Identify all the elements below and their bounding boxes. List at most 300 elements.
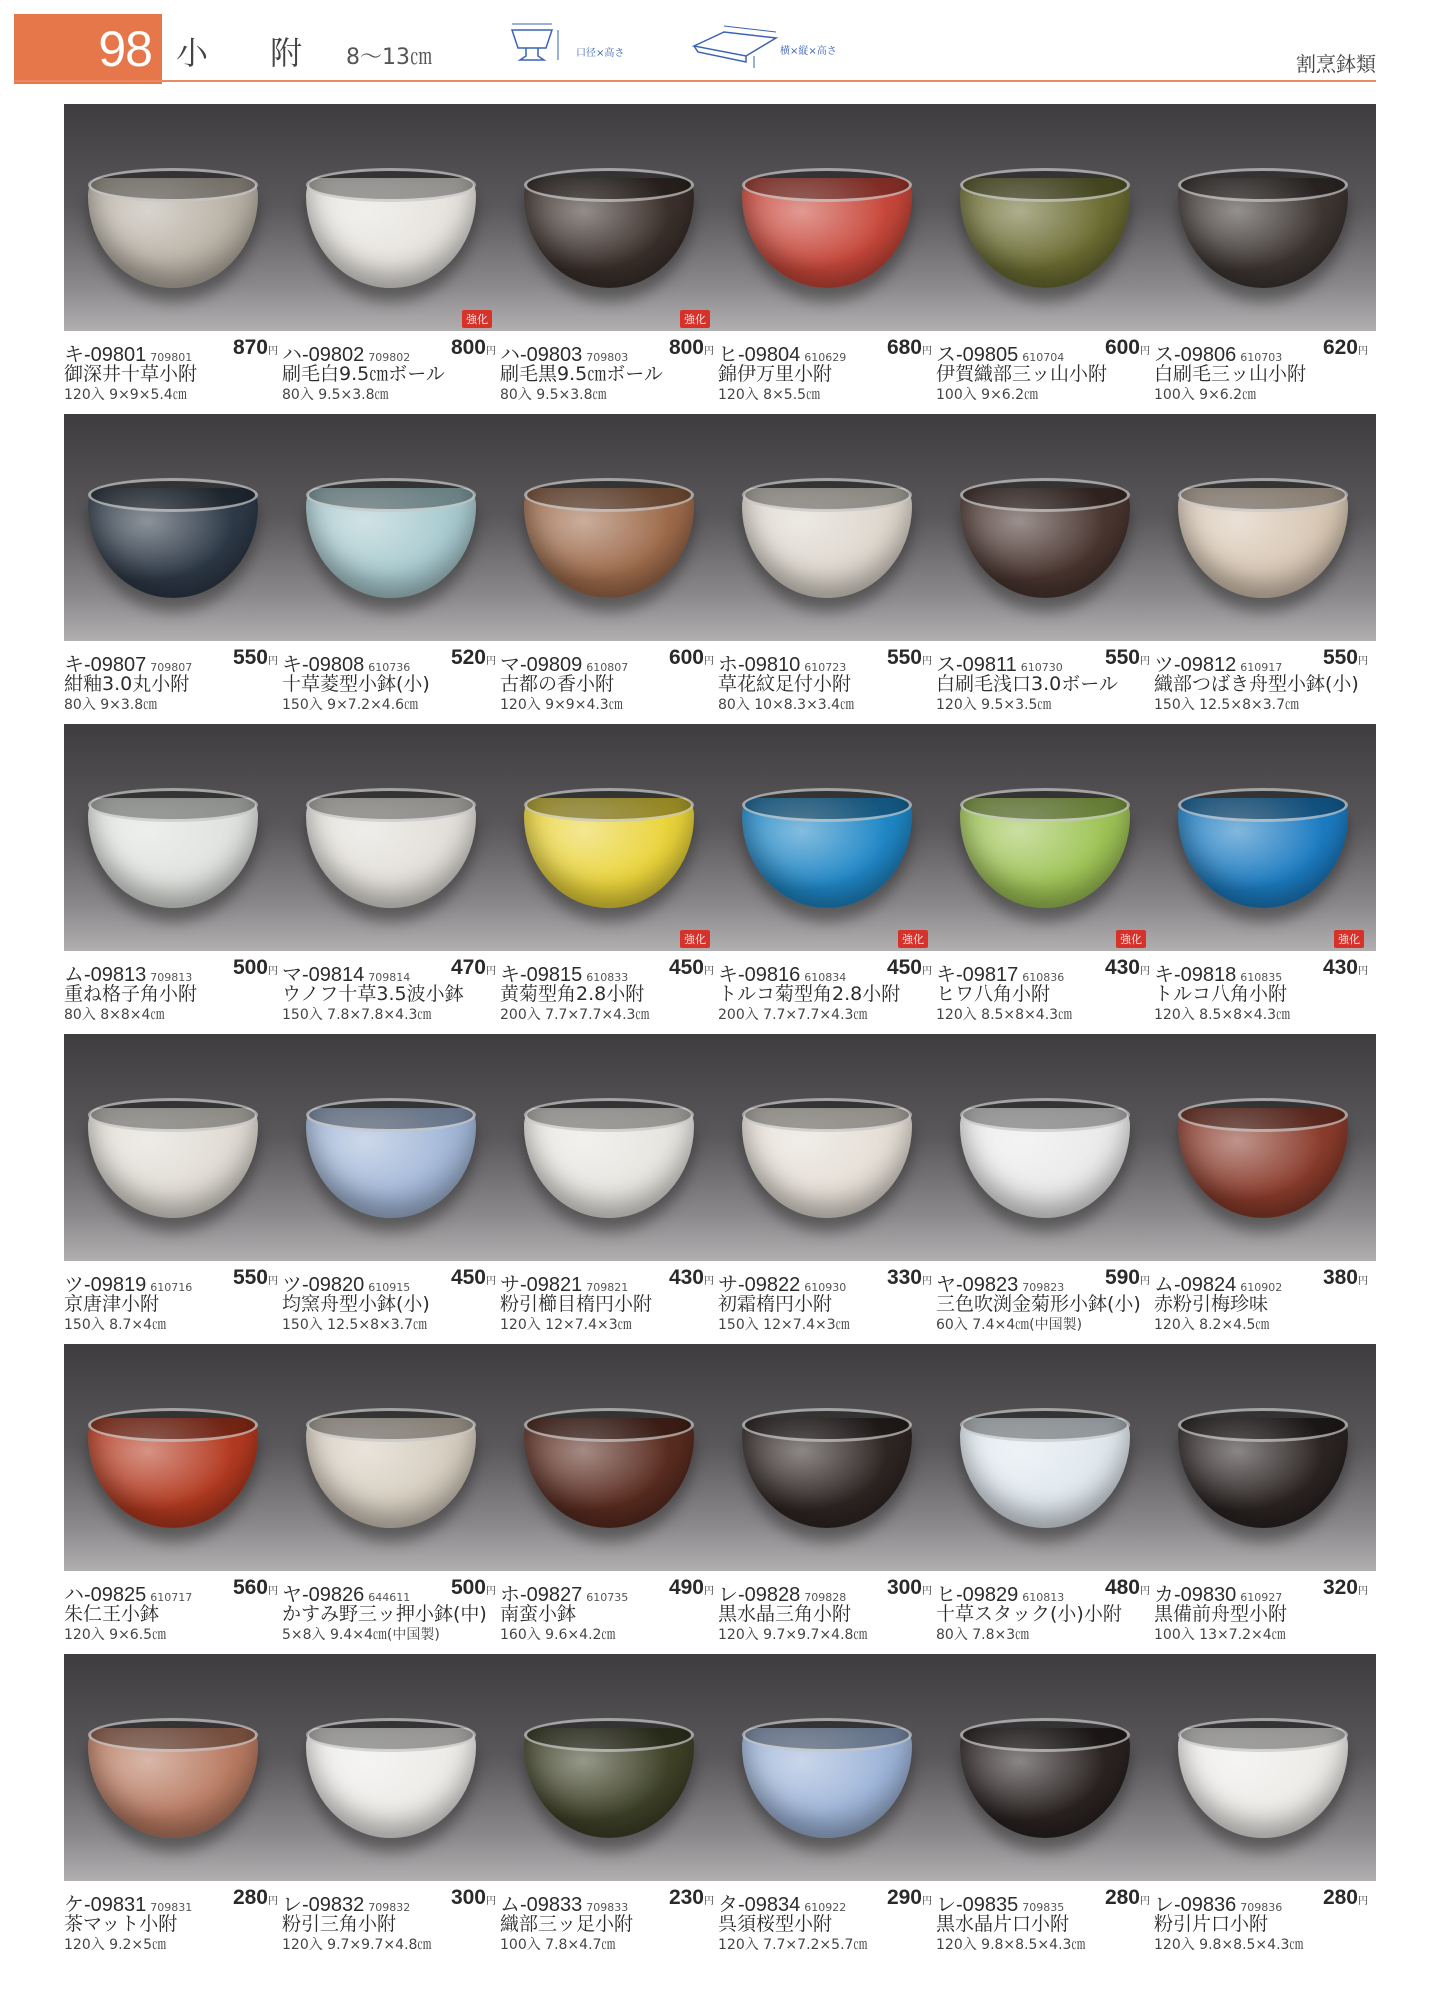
product-spec: 150入 7.8×7.8×4.3㎝: [282, 1007, 432, 1023]
product-code: レ-09835: [936, 1894, 1019, 1916]
product-code-line: [718, 336, 936, 366]
product-image-rim: [1178, 168, 1348, 202]
product-subcode: 709807: [150, 661, 193, 674]
product-spec: 150入 12.5×8×3.7㎝: [282, 1317, 427, 1333]
product-card[interactable]: [1154, 1654, 1372, 1954]
product-spec: 100入 13×7.2×4㎝: [1154, 1627, 1286, 1643]
product-spec: 100入 7.8×4.7㎝: [500, 1937, 616, 1953]
product-price: [233, 336, 278, 360]
price-unit: 円: [922, 346, 932, 357]
product-info: [936, 1888, 1154, 1954]
product-image-rim: [88, 1718, 258, 1752]
product-price: [233, 1266, 278, 1290]
price-unit: 円: [922, 1896, 932, 1907]
product-code: ム-09833: [500, 1894, 583, 1916]
product-info: [282, 1888, 500, 1954]
product-image-rim: [1178, 788, 1348, 822]
price-unit: 円: [704, 346, 714, 357]
price-unit: 円: [1358, 346, 1368, 357]
product-name: 呉須桜型小附: [718, 1913, 833, 1935]
price-value: 430: [668, 1266, 704, 1289]
product-spec: 120入 9.5×3.5㎝: [936, 697, 1052, 713]
product-price: [1105, 336, 1150, 360]
product-price: [233, 646, 278, 670]
product-info: [718, 338, 936, 404]
product-spec: 120入 9.2×5㎝: [64, 1937, 167, 1953]
product-spec: 5×8入 9.4×4㎝(中国製): [282, 1627, 440, 1643]
product-price: [1105, 646, 1150, 670]
product-price: [1323, 1576, 1368, 1600]
product-card[interactable]: [1154, 414, 1372, 714]
product-card[interactable]: [282, 414, 500, 714]
product-price: [669, 1886, 714, 1910]
product-spec: 100入 9×6.2㎝: [1154, 387, 1257, 403]
product-card[interactable]: [1154, 724, 1372, 1024]
product-card[interactable]: [64, 724, 282, 1024]
price-unit: 円: [1140, 1276, 1150, 1287]
product-name: 御深井十草小附: [64, 363, 198, 385]
product-card[interactable]: [1154, 104, 1372, 404]
product-image-rim: [306, 1408, 476, 1442]
category-label: 割烹鉢類: [1296, 52, 1376, 76]
page-title: 小 附: [176, 34, 329, 72]
product-name: 伊賀織部三ッ山小附: [936, 363, 1108, 385]
product-code-line: [282, 1266, 500, 1296]
product-card[interactable]: [500, 414, 718, 714]
product-card[interactable]: [282, 1654, 500, 1954]
product-code-line: [64, 646, 282, 676]
product-image-rim: [742, 478, 912, 512]
price-unit: 円: [1140, 656, 1150, 667]
price-unit: 円: [268, 1276, 278, 1287]
product-price: [1323, 336, 1368, 360]
price-unit: 円: [704, 966, 714, 977]
product-spec: 120入 9.7×9.7×4.8㎝: [282, 1937, 432, 1953]
product-info: [718, 648, 936, 714]
product-price: [1323, 956, 1368, 980]
product-subcode: 610736: [368, 661, 411, 674]
product-code-line: [936, 646, 1154, 676]
product-spec: 120入 9×9×5.4㎝: [64, 387, 187, 403]
price-value: 280: [232, 1886, 268, 1909]
product-name: 草花紋足付小附: [718, 673, 852, 695]
product-code: ツ-09820: [282, 1274, 365, 1296]
product-code-line: [718, 1266, 936, 1296]
product-name: 刷毛白9.5㎝ボール: [282, 363, 445, 385]
strength-badge: 強化: [680, 310, 710, 328]
product-code-line: [1154, 1266, 1372, 1296]
price-unit: 円: [486, 346, 496, 357]
product-image-rim: [524, 1098, 694, 1132]
product-code: ホ-09810: [718, 654, 801, 676]
product-price: [669, 646, 714, 670]
price-unit: 円: [268, 346, 278, 357]
product-code: ス-09805: [936, 344, 1019, 366]
product-image-rim: [1178, 1408, 1348, 1442]
product-card[interactable]: [936, 1034, 1154, 1334]
product-code-line: [282, 956, 500, 986]
product-price: [669, 956, 714, 980]
product-spec: 80入 9×3.8㎝: [64, 697, 158, 713]
product-info: [718, 1268, 936, 1334]
product-subcode: 610704: [1022, 351, 1065, 364]
product-code: カ-09830: [1154, 1584, 1237, 1606]
product-card[interactable]: [936, 414, 1154, 714]
price-value: 300: [886, 1576, 922, 1599]
product-spec: 60入 7.4×4㎝(中国製): [936, 1317, 1083, 1333]
product-code: キ-09817: [936, 964, 1019, 986]
product-card[interactable]: [1154, 1034, 1372, 1334]
product-code: キ-09808: [282, 654, 365, 676]
product-image-rim: [306, 478, 476, 512]
product-spec: 100入 9×6.2㎝: [936, 387, 1039, 403]
product-info: [936, 648, 1154, 714]
product-code: キ-09801: [64, 344, 147, 366]
price-unit: 円: [486, 1276, 496, 1287]
product-code-line: [64, 956, 282, 986]
product-info: [500, 1888, 718, 1954]
product-info: [936, 1578, 1154, 1644]
product-spec: 80入 8×8×4㎝: [64, 1007, 165, 1023]
strength-badge: 強化: [1334, 930, 1364, 948]
product-code: ハ-09802: [282, 344, 365, 366]
product-info: [718, 958, 936, 1024]
product-card[interactable]: [718, 724, 936, 1024]
product-image-rim: [960, 1718, 1130, 1752]
product-info: [64, 648, 282, 714]
price-value: 620: [1322, 336, 1358, 359]
product-card[interactable]: [282, 1344, 500, 1644]
product-price: [887, 956, 932, 980]
price-value: 330: [886, 1266, 922, 1289]
product-spec: 150入 12×7.4×3㎝: [718, 1317, 850, 1333]
product-info: [282, 958, 500, 1024]
price-value: 480: [1104, 1576, 1140, 1599]
product-name: 黒備前舟型小附: [1154, 1603, 1288, 1625]
product-image-rim: [524, 1718, 694, 1752]
product-name: 織部つばき舟型小鉢(小): [1154, 673, 1359, 695]
price-unit: 円: [1358, 1586, 1368, 1597]
product-image-rim: [1178, 478, 1348, 512]
product-subcode: 610917: [1240, 661, 1283, 674]
price-value: 280: [1104, 1886, 1140, 1909]
product-name: ウノフ十草3.5波小鉢: [282, 983, 464, 1005]
product-image-rim: [1178, 1718, 1348, 1752]
product-card[interactable]: [936, 724, 1154, 1024]
product-code-line: [718, 1886, 936, 1916]
product-code-line: [64, 336, 282, 366]
product-subcode: 709832: [368, 1901, 411, 1914]
product-name: 織部三ッ足小附: [500, 1913, 634, 1935]
product-code: ヤ-09823: [936, 1274, 1019, 1296]
product-card[interactable]: [718, 1344, 936, 1644]
strength-badge: 強化: [680, 930, 710, 948]
price-unit: 円: [922, 966, 932, 977]
price-value: 430: [1322, 956, 1358, 979]
product-info: [1154, 1268, 1372, 1334]
product-subcode: 610902: [1240, 1281, 1283, 1294]
price-value: 470: [450, 956, 486, 979]
product-subcode: 644611: [368, 1591, 411, 1604]
product-name: トルコ菊型角2.8小附: [718, 983, 901, 1005]
product-price: [1105, 1576, 1150, 1600]
product-info: [1154, 1888, 1372, 1954]
price-value: 430: [1104, 956, 1140, 979]
price-value: 550: [1322, 646, 1358, 669]
price-value: 550: [232, 1266, 268, 1289]
product-subcode: 610927: [1240, 1591, 1283, 1604]
product-card[interactable]: [500, 1344, 718, 1644]
product-code: ホ-09827: [500, 1584, 583, 1606]
product-code-line: [1154, 646, 1372, 676]
product-subcode: 709813: [150, 971, 193, 984]
product-code: レ-09828: [718, 1584, 801, 1606]
page-header: [0, 0, 1440, 92]
product-price: [451, 1886, 496, 1910]
product-name: 錦伊万里小附: [718, 363, 833, 385]
product-card[interactable]: [1154, 1344, 1372, 1644]
product-name: 京唐津小附: [64, 1293, 160, 1315]
product-image-rim: [88, 478, 258, 512]
price-unit: 円: [486, 966, 496, 977]
product-info: [282, 338, 500, 404]
product-name: 均窯舟型小鉢(小): [282, 1293, 430, 1315]
product-subcode: 610735: [586, 1591, 629, 1604]
product-subcode: 709831: [150, 1901, 193, 1914]
product-code-line: [936, 1576, 1154, 1606]
product-image-rim: [524, 478, 694, 512]
product-name: 南蛮小鉢: [500, 1603, 577, 1625]
product-spec: 80入 9.5×3.8㎝: [500, 387, 607, 403]
price-value: 320: [1322, 1576, 1358, 1599]
product-image-rim: [960, 1408, 1130, 1442]
product-price: [669, 1266, 714, 1290]
product-card[interactable]: [718, 1034, 936, 1334]
product-card[interactable]: [500, 1654, 718, 1954]
product-image-rim: [88, 788, 258, 822]
price-unit: 円: [922, 1586, 932, 1597]
product-info: [282, 1268, 500, 1334]
price-value: 600: [668, 646, 704, 669]
product-info: [936, 1268, 1154, 1334]
product-info: [718, 1578, 936, 1644]
price-unit: 円: [704, 1896, 714, 1907]
product-subcode: 709821: [586, 1281, 629, 1294]
product-code-line: [282, 1576, 500, 1606]
product-name: 黄菊型角2.8小附: [500, 983, 645, 1005]
product-name: 黒水晶片口小附: [936, 1913, 1070, 1935]
product-spec: 120入 8.5×8×4.3㎝: [1154, 1007, 1291, 1023]
product-code: キ-09807: [64, 654, 147, 676]
product-info: [500, 1268, 718, 1334]
product-image-rim: [742, 1718, 912, 1752]
product-subcode: 610717: [150, 1591, 193, 1604]
product-card[interactable]: [936, 1654, 1154, 1954]
product-image-rim: [960, 168, 1130, 202]
product-code-line: [1154, 1886, 1372, 1916]
price-value: 560: [232, 1576, 268, 1599]
strength-badge: 強化: [898, 930, 928, 948]
price-value: 450: [450, 1266, 486, 1289]
product-subcode: 610915: [368, 1281, 411, 1294]
product-code: レ-09832: [282, 1894, 365, 1916]
product-spec: 120入 8×5.5㎝: [718, 387, 821, 403]
product-card[interactable]: [64, 1654, 282, 1954]
product-image-rim: [306, 1718, 476, 1752]
product-image-rim: [742, 1098, 912, 1132]
product-spec: 120入 8.2×4.5㎝: [1154, 1317, 1270, 1333]
product-spec: 200入 7.7×7.7×4.3㎝: [718, 1007, 868, 1023]
price-value: 520: [450, 646, 486, 669]
product-code-line: [500, 956, 718, 986]
product-card[interactable]: [64, 414, 282, 714]
product-subcode: 610716: [150, 1281, 193, 1294]
product-price: [887, 1576, 932, 1600]
product-code: ツ-09819: [64, 1274, 147, 1296]
price-unit: 円: [1140, 346, 1150, 357]
product-price: [1323, 1266, 1368, 1290]
product-code: ハ-09803: [500, 344, 583, 366]
price-value: 500: [232, 956, 268, 979]
product-card[interactable]: [500, 1034, 718, 1334]
product-card[interactable]: [936, 104, 1154, 404]
product-image-rim: [960, 788, 1130, 822]
product-subcode: 610835: [1240, 971, 1283, 984]
product-subcode: 610703: [1240, 351, 1283, 364]
product-code: ケ-09831: [64, 1894, 147, 1916]
product-code-line: [1154, 956, 1372, 986]
product-name: 粉引片口小附: [1154, 1913, 1269, 1935]
product-code-line: [64, 1576, 282, 1606]
product-info: [64, 1578, 282, 1644]
product-name: 茶マット小附: [64, 1913, 178, 1935]
product-image-rim: [742, 1408, 912, 1442]
product-name: かすみ野三ッ押小鉢(中): [282, 1603, 487, 1625]
product-spec: 160入 9.6×4.2㎝: [500, 1627, 616, 1643]
price-value: 500: [450, 1576, 486, 1599]
product-subcode: 610629: [804, 351, 847, 364]
product-name: トルコ八角小附: [1154, 983, 1288, 1005]
product-card[interactable]: [282, 1034, 500, 1334]
product-name: 白刷毛三ッ山小附: [1154, 363, 1307, 385]
product-name: 紺釉3.0丸小附: [64, 673, 190, 695]
product-name: 刷毛黒9.5㎝ボール: [500, 363, 663, 385]
product-code: サ-09822: [718, 1274, 801, 1296]
price-unit: 円: [1140, 1896, 1150, 1907]
product-code-line: [1154, 336, 1372, 366]
product-card[interactable]: [64, 104, 282, 404]
product-card[interactable]: [500, 724, 718, 1024]
price-unit: 円: [704, 1586, 714, 1597]
product-card[interactable]: [718, 1654, 936, 1954]
product-spec: 120入 7.7×7.2×5.7㎝: [718, 1937, 868, 1953]
product-image-rim: [524, 788, 694, 822]
product-info: [282, 648, 500, 714]
price-value: 290: [886, 1886, 922, 1909]
product-subcode: 709836: [1240, 1901, 1283, 1914]
product-price: [1323, 1886, 1368, 1910]
product-card[interactable]: [282, 724, 500, 1024]
product-subcode: 709828: [804, 1591, 847, 1604]
product-subcode: 709802: [368, 351, 411, 364]
product-subcode: 709801: [150, 351, 193, 364]
price-unit: 円: [486, 1586, 496, 1597]
product-image-rim: [742, 168, 912, 202]
product-card[interactable]: [64, 1344, 282, 1644]
product-image-rim: [306, 788, 476, 822]
product-image-rim: [960, 478, 1130, 512]
header-divider: [14, 80, 1376, 82]
product-card[interactable]: [64, 1034, 282, 1334]
product-image-rim: [960, 1098, 1130, 1132]
product-info: [936, 958, 1154, 1024]
product-info: [500, 958, 718, 1024]
product-subcode: 610723: [804, 661, 847, 674]
product-info: [64, 1268, 282, 1334]
price-unit: 円: [1140, 1586, 1150, 1597]
price-value: 800: [668, 336, 704, 359]
product-code-line: [718, 1576, 936, 1606]
product-price: [887, 1266, 932, 1290]
price-unit: 円: [268, 966, 278, 977]
product-code: キ-09816: [718, 964, 801, 986]
price-unit: 円: [922, 1276, 932, 1287]
product-price: [1105, 956, 1150, 980]
product-code: タ-09834: [718, 1894, 801, 1916]
product-card[interactable]: [718, 414, 936, 714]
product-subcode: 610922: [804, 1901, 847, 1914]
product-price: [451, 956, 496, 980]
product-info: [500, 648, 718, 714]
product-name: 十草菱型小鉢(小): [282, 673, 430, 695]
product-spec: 80入 7.8×3㎝: [936, 1627, 1030, 1643]
product-code-line: [718, 646, 936, 676]
product-info: [500, 1578, 718, 1644]
price-value: 680: [886, 336, 922, 359]
product-image-rim: [88, 1098, 258, 1132]
product-info: [1154, 958, 1372, 1024]
product-image-rim: [306, 168, 476, 202]
product-card[interactable]: [936, 1344, 1154, 1644]
product-name: 初霜楕円小附: [718, 1293, 833, 1315]
product-info: [64, 1888, 282, 1954]
product-subcode: 610834: [804, 971, 847, 984]
price-value: 450: [886, 956, 922, 979]
product-spec: 120入 9×6.5㎝: [64, 1627, 167, 1643]
dimension-label-diameter: 口径×高さ: [576, 48, 625, 59]
product-price: [451, 646, 496, 670]
product-code: ム-09824: [1154, 1274, 1237, 1296]
product-code: レ-09836: [1154, 1894, 1237, 1916]
product-card[interactable]: [500, 104, 718, 404]
product-info: [500, 338, 718, 404]
page-number: 98: [14, 14, 162, 84]
price-value: 590: [1104, 1266, 1140, 1289]
dish-dimension-diagram-icon: [684, 16, 784, 72]
product-card[interactable]: [718, 104, 936, 404]
product-spec: 120入 12×7.4×3㎝: [500, 1317, 632, 1333]
product-card[interactable]: [282, 104, 500, 404]
size-range: 8〜13㎝: [346, 45, 432, 70]
product-price: [451, 1576, 496, 1600]
product-code-line: [282, 646, 500, 676]
product-price: [1323, 646, 1368, 670]
price-value: 550: [1104, 646, 1140, 669]
price-value: 600: [1104, 336, 1140, 359]
product-code-line: [64, 1886, 282, 1916]
product-price: [1105, 1266, 1150, 1290]
price-value: 550: [232, 646, 268, 669]
